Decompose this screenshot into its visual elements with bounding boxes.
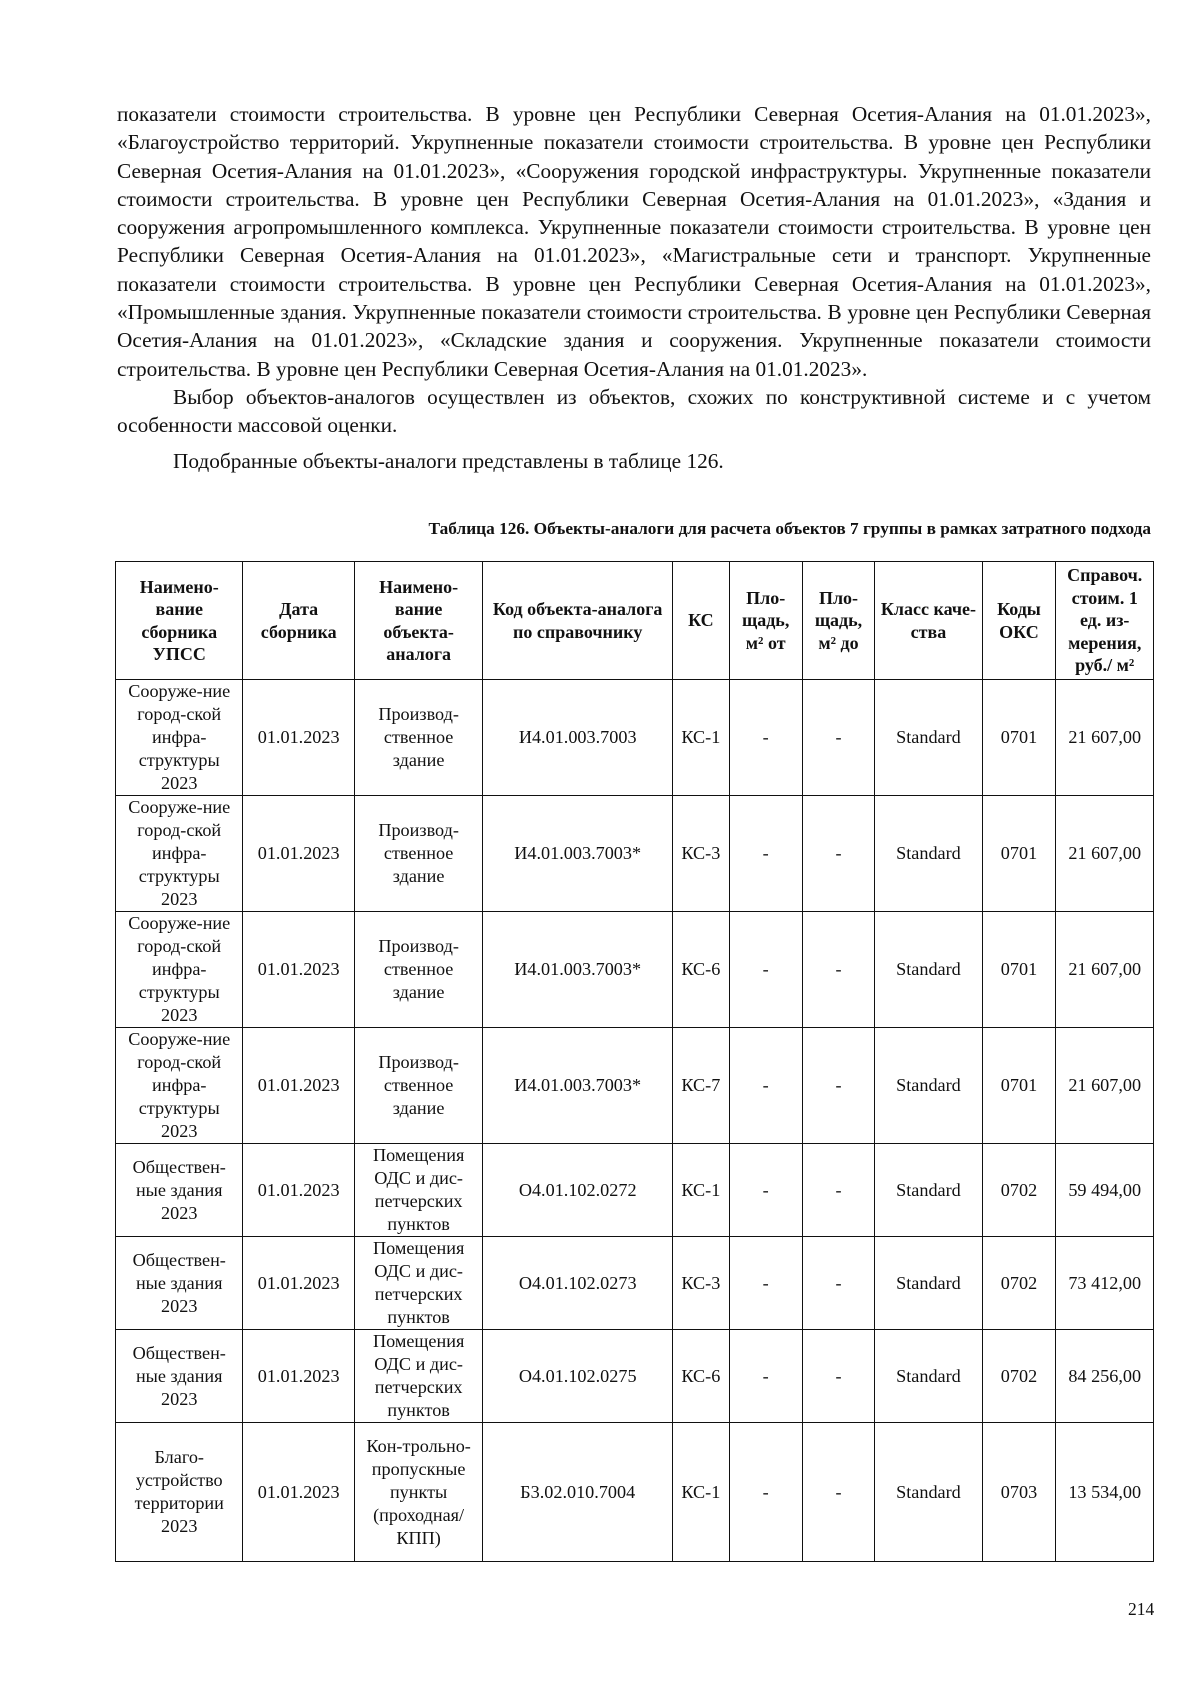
header-cell: Пло-щадь, м² от <box>729 562 802 680</box>
table-cell: - <box>729 1144 802 1237</box>
table-cell: 0702 <box>982 1330 1056 1423</box>
table-cell: 0701 <box>982 796 1056 912</box>
table-cell: И4.01.003.7003* <box>483 796 673 912</box>
table-cell: Производ-ственное здание <box>354 1028 483 1144</box>
table-cell: Помещения ОДС и дис-петчерских пунктов <box>354 1144 483 1237</box>
paragraph-analog-selection: Выбор объектов-аналогов осуществлен из объектов, схожих по конструктивной системе и с учетом особенности массовой оценки. <box>117 384 1151 438</box>
table-cell: - <box>802 912 875 1028</box>
header-cell: Дата сборника <box>243 562 354 680</box>
table-cell: - <box>802 1330 875 1423</box>
page-number: 214 <box>1128 1599 1155 1619</box>
table-cell: 01.01.2023 <box>243 1330 354 1423</box>
table-cell: Обществен-ные здания 2023 <box>116 1144 243 1237</box>
table-cell: Обществен-ные здания 2023 <box>116 1330 243 1423</box>
table-row <box>116 1237 1154 1330</box>
table-cell: Помещения ОДС и дис-петчерских пунктов <box>354 1237 483 1330</box>
table-cell: - <box>802 1237 875 1330</box>
table-cell: Standard <box>875 680 982 796</box>
table-cell: О4.01.102.0275 <box>483 1330 673 1423</box>
header-cell: Справоч. стоим. 1 ед. из-мерения, руб./ м² <box>1056 562 1154 680</box>
table-cell: Standard <box>875 1028 982 1144</box>
table-cell: 13 534,00 <box>1056 1423 1154 1562</box>
table-cell: КС-3 <box>672 1237 729 1330</box>
table-cell: 01.01.2023 <box>243 1028 354 1144</box>
table-cell: - <box>729 1237 802 1330</box>
table-cell: КС-7 <box>672 1028 729 1144</box>
table-cell: О4.01.102.0272 <box>483 1144 673 1237</box>
table-row <box>116 680 1154 796</box>
header-cell: Пло-щадь, м² до <box>802 562 875 680</box>
table-cell: О4.01.102.0273 <box>483 1237 673 1330</box>
table-cell: КС-6 <box>672 912 729 1028</box>
table-row <box>116 1423 1154 1562</box>
table-cell: - <box>802 1423 875 1562</box>
table-cell: Производ-ственное здание <box>354 912 483 1028</box>
table-cell: Сооруже-ние город-ской инфра-структуры 2023 <box>116 1028 243 1144</box>
table-cell: 84 256,00 <box>1056 1330 1154 1423</box>
header-cell: Наимено-вание сборника УПСС <box>116 562 243 680</box>
table-cell: Производ-ственное здание <box>354 796 483 912</box>
table-cell: 01.01.2023 <box>243 1423 354 1562</box>
table-cell: Standard <box>875 1423 982 1562</box>
table-cell: 01.01.2023 <box>243 912 354 1028</box>
header-cell: Наимено-вание объекта-аналога <box>354 562 483 680</box>
table-cell: 0701 <box>982 912 1056 1028</box>
paragraph-continued: показатели стоимости строительства. В уровне цен Республики Северная Осетия-Алания на 01.01.2023», «Благоустройство территорий. Укрупненные показатели стоимости строительства. В уровне цен Республики Северная Осетия-Алания на 01.01.2023», «Сооружения городской инфраструктуры. Укрупненные показатели стоимости строительства. В уровне цен Республики Северная Осетия-Алания на 01.01.2023», «Здания и сооружения агропромышленного комплекса. Укрупненные показатели стоимости строительства. В уровне цен Республики Северная Осетия-Алания на 01.01.2023», «Магистральные сети и транспорт. Укрупненные показатели стоимости строительства. В уровне цен Республики Северная Осетия-Алания на 01.01.2023», «Промышленные здания. Укрупненные показатели стоимости строительства. В уровне цен Республики Северная Осетия-Алания на 01.01.2023», «Складские здания и сооружения. Укрупненные показатели стоимости строительства. В уровне цен Республики Северная Осетия-Алания на 01.01.2023». <box>117 102 1151 381</box>
table-cell: КС-1 <box>672 1144 729 1237</box>
table-cell: 73 412,00 <box>1056 1237 1154 1330</box>
table-cell: 0701 <box>982 1028 1056 1144</box>
table-cell: - <box>802 680 875 796</box>
table-cell: Standard <box>875 1237 982 1330</box>
table-cell: 0702 <box>982 1237 1056 1330</box>
header-cell: Класс каче-ства <box>875 562 982 680</box>
table-cell: 59 494,00 <box>1056 1144 1154 1237</box>
table-cell: Производ-ственное здание <box>354 680 483 796</box>
table-cell: - <box>802 796 875 912</box>
paragraph-table-reference: Подобранные объекты-аналоги представлены в таблице 126. <box>173 448 724 473</box>
table-row <box>116 912 1154 1028</box>
table-cell: КС-1 <box>672 1423 729 1562</box>
table-cell: Благо-устройство территории 2023 <box>116 1423 243 1562</box>
table-caption: Таблица 126. Объекты-аналоги для расчета объектов 7 группы в рамках затратного подхода <box>428 519 1151 538</box>
table-cell: Сооруже-ние город-ской инфра-структуры 2023 <box>116 796 243 912</box>
table-cell: - <box>729 1028 802 1144</box>
table-cell: 01.01.2023 <box>243 1144 354 1237</box>
header-cell: Коды ОКС <box>982 562 1056 680</box>
table-cell: Standard <box>875 1330 982 1423</box>
table-cell: Б3.02.010.7004 <box>483 1423 673 1562</box>
table-cell: 21 607,00 <box>1056 680 1154 796</box>
table-cell: Кон-трольно-пропускные пункты (проходная/ КПП) <box>354 1423 483 1562</box>
body-text <box>117 100 1151 475</box>
table-cell: Standard <box>875 1144 982 1237</box>
table-cell: КС-6 <box>672 1330 729 1423</box>
table-cell: Сооруже-ние город-ской инфра-структуры 2023 <box>116 680 243 796</box>
table-cell: - <box>729 796 802 912</box>
header-cell: Код объекта-аналога по справочнику <box>483 562 673 680</box>
table-cell: 21 607,00 <box>1056 796 1154 912</box>
table-cell: 01.01.2023 <box>243 1237 354 1330</box>
table-cell: И4.01.003.7003* <box>483 912 673 1028</box>
analogs-table <box>115 561 1154 1562</box>
table-cell: 21 607,00 <box>1056 912 1154 1028</box>
table-cell: Обществен-ные здания 2023 <box>116 1237 243 1330</box>
table-row <box>116 1330 1154 1423</box>
table-row <box>116 1028 1154 1144</box>
table-cell: Standard <box>875 912 982 1028</box>
table-cell: 0701 <box>982 680 1056 796</box>
table-cell: - <box>729 1423 802 1562</box>
header-cell: КС <box>672 562 729 680</box>
table-cell: - <box>802 1144 875 1237</box>
table-cell: КС-1 <box>672 680 729 796</box>
table-cell: 21 607,00 <box>1056 1028 1154 1144</box>
table-cell: - <box>802 1028 875 1144</box>
table-row <box>116 796 1154 912</box>
table-cell: 0703 <box>982 1423 1056 1562</box>
table-cell: 0702 <box>982 1144 1056 1237</box>
table-cell: - <box>729 1330 802 1423</box>
table-cell: КС-3 <box>672 796 729 912</box>
table-cell: Standard <box>875 796 982 912</box>
table-cell: 01.01.2023 <box>243 796 354 912</box>
table-cell: - <box>729 680 802 796</box>
table-cell: Помещения ОДС и дис-петчерских пунктов <box>354 1330 483 1423</box>
table-cell: - <box>729 912 802 1028</box>
table-header-row <box>116 562 1154 680</box>
table-cell: 01.01.2023 <box>243 680 354 796</box>
table-cell: И4.01.003.7003 <box>483 680 673 796</box>
table-cell: И4.01.003.7003* <box>483 1028 673 1144</box>
table-row <box>116 1144 1154 1237</box>
table-cell: Сооруже-ние город-ской инфра-структуры 2023 <box>116 912 243 1028</box>
